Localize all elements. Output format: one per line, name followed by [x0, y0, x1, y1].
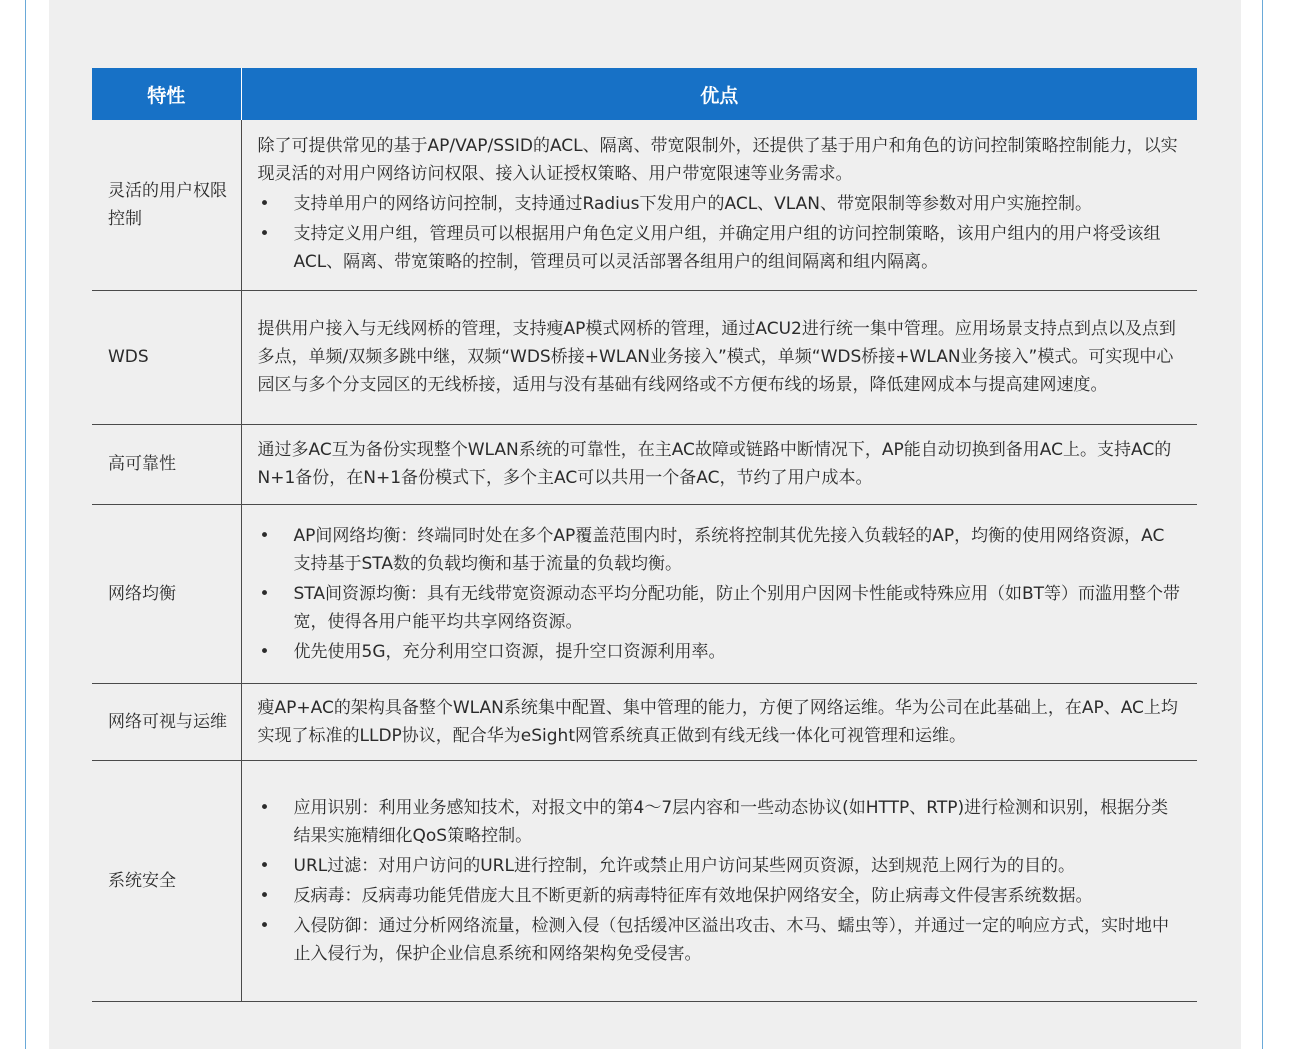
feature-cell: 网络可视与运维 [92, 683, 241, 760]
bullet-dot: • [259, 641, 270, 662]
bullet-text: URL过滤：对用户访问的URL进行控制，允许或禁止用户访问某些网页资源，达到规范上网行为的目的。 [293, 855, 1075, 876]
benefit-cell [241, 290, 1197, 424]
table-row [92, 683, 1197, 760]
bullet-item [258, 220, 1182, 276]
bullet-item [258, 190, 1182, 218]
benefit-bullet-list [258, 794, 1182, 968]
bullet-item [258, 522, 1182, 578]
benefit-cell [241, 424, 1197, 504]
benefit-description: 除了可提供常见的基于AP/VAP/SSID的ACL、隔离、带宽限制外，还提供了基于用户和角色的访问控制策略控制能力，以实现灵活的对用户网络访问权限、接入认证授权策略、用户带宽限速等业务需求。 [257, 135, 1178, 184]
feature-cell: 高可靠性 [92, 424, 241, 504]
benefit-bullet-list [258, 522, 1182, 666]
feature-table-container [92, 68, 1197, 1002]
bullet-dot: • [259, 855, 270, 876]
header-benefit: 优点 [241, 68, 1197, 120]
bullet-text: 支持定义用户组，管理员可以根据用户角色定义用户组，并确定用户组的访问控制策略，该用户组内的用户将受该组ACL、隔离、带宽策略的控制，管理员可以灵活部署各组用户的组间隔离和组内隔离。 [293, 223, 1161, 272]
benefit-description: 提供用户接入与无线网桥的管理，支持瘦AP模式网桥的管理，通过ACU2进行统一集中管理。应用场景支持点到点以及点到多点，单频/双频多跳中继，双频“WDS桥接+WLAN业务接入”模式，单频“WDS桥接+WLAN业务接入”模式。可实现中心园区与多个分支园区的无线桥接，适用与没有基础有线网络或不方便布线的场景，降低建网成本与提高建网速度。 [257, 319, 1176, 395]
feature-cell: 系统安全 [92, 760, 241, 1001]
feature-cell: 灵活的用户权限控制 [92, 120, 241, 290]
bullet-text: 入侵防御：通过分析网络流量，检测入侵（包括缓冲区溢出攻击、木马、蠕虫等），并通过一定的响应方式，实时地中止入侵行为，保护企业信息系统和网络架构免受侵害。 [293, 915, 1169, 964]
page-left-border [25, 0, 26, 1049]
bullet-item [258, 580, 1182, 636]
bullet-dot: • [259, 583, 270, 604]
table-row [92, 120, 1197, 290]
bullet-item [258, 852, 1182, 880]
table-row [92, 504, 1197, 683]
header-row [92, 68, 1197, 120]
benefit-description: 瘦AP+AC的架构具备整个WLAN系统集中配置、集中管理的能力，方便了网络运维。华为公司在此基础上，在AP、AC上均实现了标准的LLDP协议，配合华为eSight网管系统真正做到有线无线一体化可视管理和运维。 [257, 697, 1178, 746]
bullet-dot: • [259, 525, 270, 546]
benefit-cell [241, 120, 1197, 290]
bullet-text: 应用识别：利用业务感知技术，对报文中的第4～7层内容和一些动态协议(如HTTP、RTP)进行检测和识别，根据分类结果实施精细化QoS策略控制。 [293, 797, 1169, 846]
feature-cell: 网络均衡 [92, 504, 241, 683]
table-body [92, 120, 1197, 1001]
feature-table [92, 68, 1197, 1002]
feature-cell: WDS [92, 290, 241, 424]
bullet-text: STA间资源均衡：具有无线带宽资源动态平均分配功能，防止个别用户因网卡性能或特殊应用（如BT等）而滥用整个带宽，使得各用户能平均共享网络资源。 [293, 583, 1181, 632]
table-row [92, 760, 1197, 1001]
table-row [92, 290, 1197, 424]
bullet-dot: • [259, 797, 270, 818]
bullet-dot: • [259, 223, 270, 244]
page-right-border [1262, 0, 1263, 1049]
bullet-item [258, 794, 1182, 850]
bullet-text: 反病毒：反病毒功能凭借庞大且不断更新的病毒特征库有效地保护网络安全，防止病毒文件侵害系统数据。 [293, 885, 1093, 906]
bullet-dot: • [259, 193, 270, 214]
benefit-cell [241, 683, 1197, 760]
benefit-bullet-list [258, 190, 1182, 276]
bullet-item [258, 882, 1182, 910]
bullet-dot: • [259, 885, 270, 906]
bullet-text: AP间网络均衡：终端同时处在多个AP覆盖范围内时，系统将控制其优先接入负载轻的AP，均衡的使用网络资源，AC支持基于STA数的负载均衡和基于流量的负载均衡。 [293, 525, 1165, 574]
header-feature: 特性 [92, 68, 241, 120]
table-header [92, 68, 1197, 120]
benefit-cell [241, 504, 1197, 683]
bullet-text: 支持单用户的网络访问控制，支持通过Radius下发用户的ACL、VLAN、带宽限制等参数对用户实施控制。 [293, 193, 1093, 214]
bullet-item [258, 638, 1182, 666]
bullet-dot: • [259, 915, 270, 936]
table-row [92, 424, 1197, 504]
benefit-description: 通过多AC互为备份实现整个WLAN系统的可靠性，在主AC故障或链路中断情况下，AP能自动切换到备用AC上。支持AC的N+1备份，在N+1备份模式下，多个主AC可以共用一个备AC，节约了用户成本。 [257, 440, 1172, 488]
bullet-item [258, 912, 1182, 968]
bullet-text: 优先使用5G，充分利用空口资源，提升空口资源利用率。 [293, 641, 726, 662]
benefit-cell [241, 760, 1197, 1001]
